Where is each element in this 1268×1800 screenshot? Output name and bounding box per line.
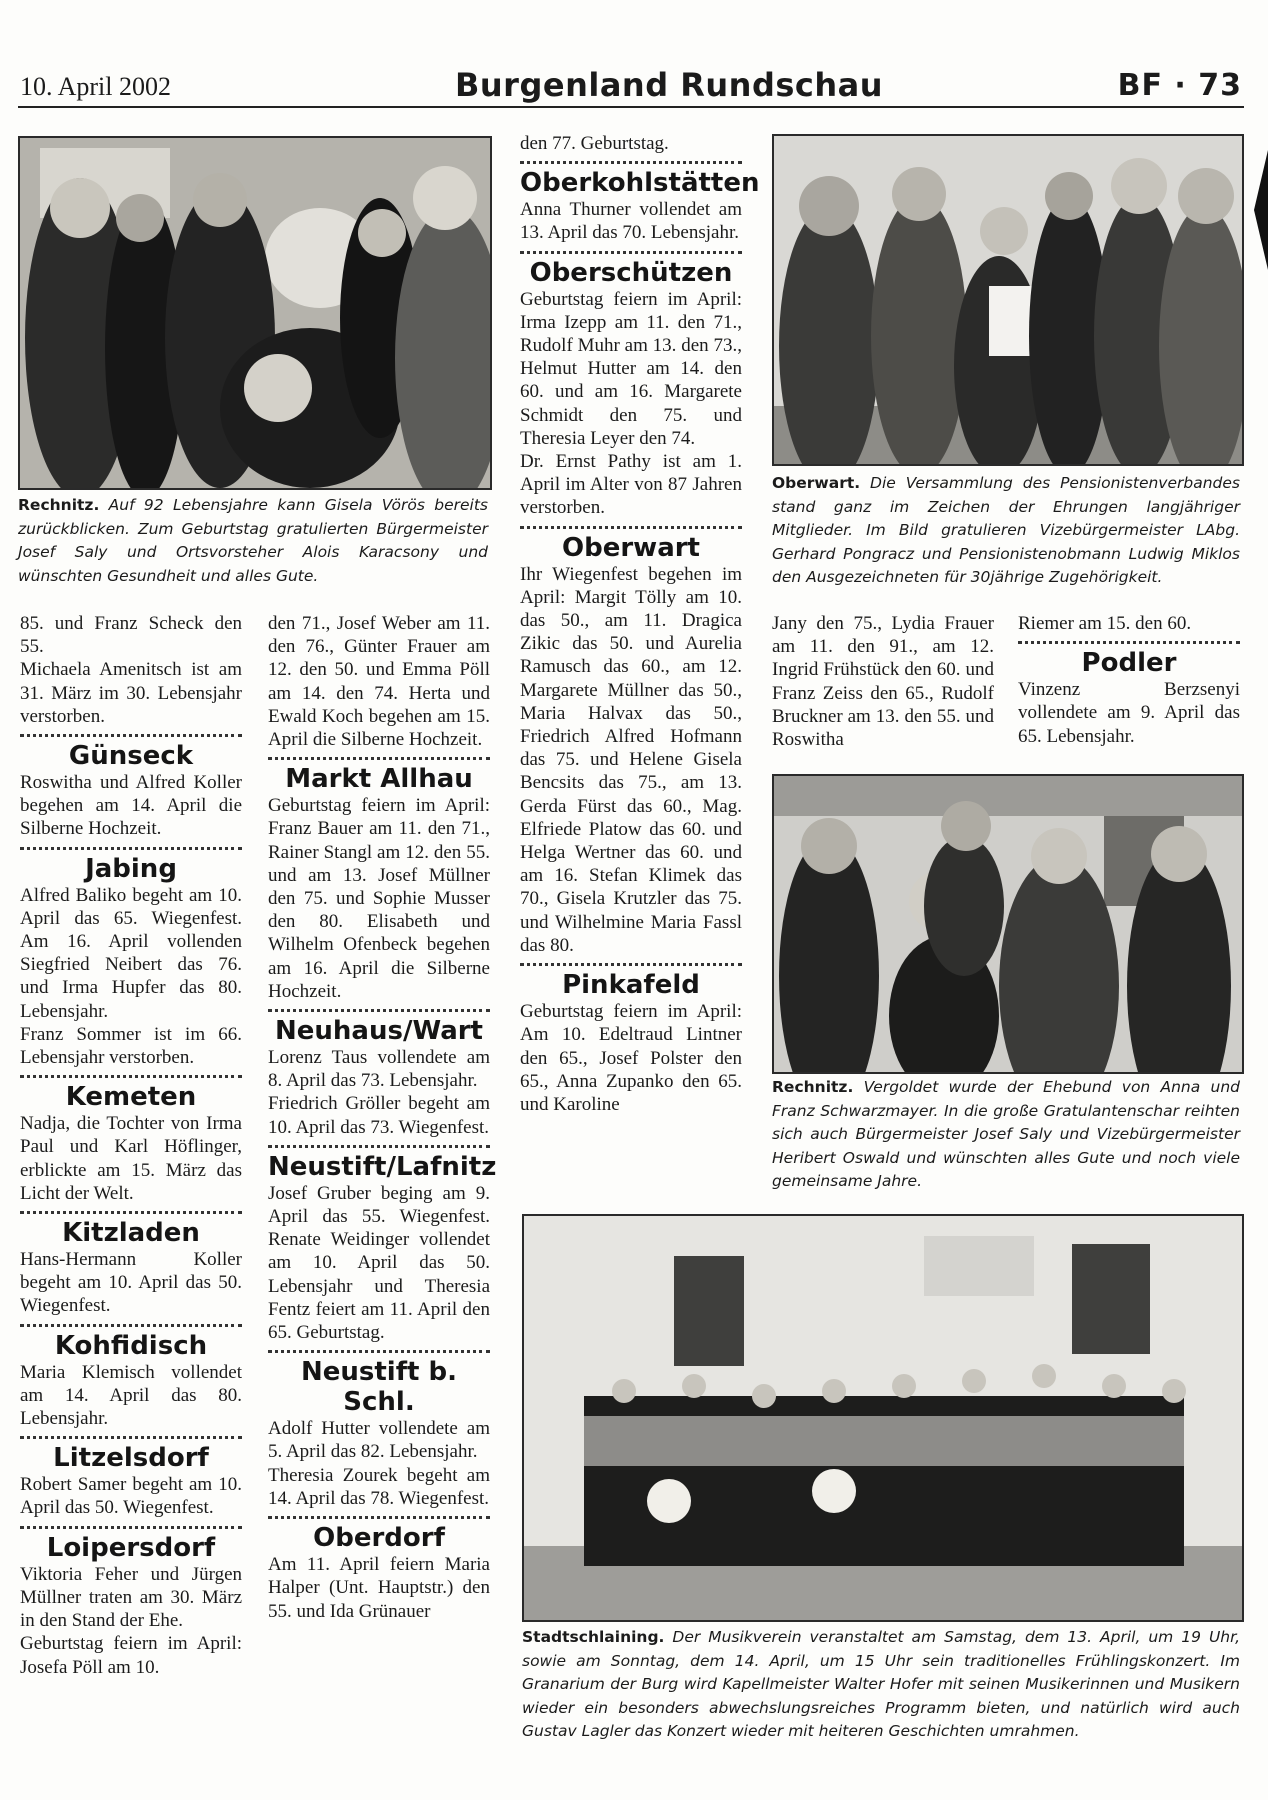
article-text: Am 11. April feiern Maria Halper (Unt. Hauptstr.) den 55. und Ida Grünauer (268, 1554, 490, 1622)
article-text: Jany den 75., Lydia Frauer am 11. den 91., am 12. Ingrid Frühstück den 60. und Franz Zeiss den 65., Rudolf Bruckner am 13. den 55. und Roswitha (772, 613, 994, 751)
dotted-separator (520, 161, 742, 164)
photo-oberwart (772, 134, 1244, 466)
dotted-separator (268, 1516, 490, 1519)
article-text: Geburtstag feiern im April: Irma Izepp am 11. den 71., Rudolf Muhr am 13. den 73., Helmut Hutter am 14. den 60. und am 16. Margarete Schmidt den 75. und Theresia Leyer den 74. (520, 288, 742, 449)
dotted-separator (520, 963, 742, 966)
caption-text: Die Versammlung des Pensionistenverbandes stand ganz im Zeichen der Ehrungen langjähriger Mitglieder. Im Bild gratulieren Vizebürgermeister LAbg. Gerhard Pongracz und Pensionistenobmann Ludwig Miklos den Ausgezeichneten für 30jährige Zugehörigkeit. (772, 474, 1240, 586)
caption-place: Rechnitz. (18, 496, 100, 514)
article-text: Friedrich Gröller begeht am 10. April das 73. Wiegenfest. (268, 1093, 490, 1138)
dotted-separator (268, 1350, 490, 1353)
heading-neustift-lafnitz: Neustift/Lafnitz (268, 1151, 497, 1182)
heading-markt-allhau: Markt Allhau (285, 764, 473, 795)
column-2 (268, 612, 497, 1623)
dotted-separator (268, 1145, 490, 1148)
article-text: Geburtstag feiern im April: Franz Bauer am 11. den 71., Rainer Stangl am 12. den 55. und am 13. Josef Müllner den 75. und Sophie Musser den 80. Elisabeth und Wilhelm Ofenbeck begehen am 16. April die Silberne Hochzeit. (268, 795, 490, 1002)
article-text: Maria Klemisch vollendet am 14. April das 80. Lebensjahr. (20, 1361, 242, 1430)
caption-text: Auf 92 Lebensjahre kann Gisela Vörös bereits zurückblicken. Zum Geburtstag gratulierten Bürgermeister Josef Saly und Ortsvorsteher Alois Karacsony und wünschten Gesundheit und alles Gute. (18, 496, 488, 585)
article-text: den 71., Josef Weber am 11. den 76., Günter Frauer am 12. den 50. und Emma Pöll am 14. den 74. Herta und Ewald Koch begehen am 15. April die Silberne Hochzeit. (268, 613, 490, 751)
dotted-separator (20, 1211, 242, 1214)
article-text: den 77. Geburtstag. (520, 133, 669, 154)
dotted-separator (20, 1526, 242, 1529)
heading-podler: Podler (1081, 648, 1177, 679)
article-text: Michaela Amenitsch ist am 31. März im 30. Lebensjahr verstorben. (20, 659, 242, 727)
caption-place: Stadtschlaining. (522, 1628, 665, 1646)
heading-kitzladen: Kitzladen (62, 1218, 200, 1249)
dotted-separator (1018, 641, 1240, 644)
heading-litzelsdorf: Litzelsdorf (53, 1443, 209, 1474)
article-text: Hans-Hermann Koller begeht am 10. April das 50. Wiegenfest. (20, 1249, 242, 1317)
caption-stadtschlaining (522, 1626, 1240, 1744)
article-text: Ihr Wiegenfest begehen im April: Margit Tölly am 10. das 50., am 11. Dragica Zikic das 50. und Aurelia Ramusch das 60., am 12. Margarete Müllner das 50., Maria Halvax das 50., Friedrich Alfred Hofmann das 75. und Helene Gisela Bencsits das 75., am 13. Gerda Fürst das 60., Mag. Elfriede Platow das 60. und Helga Wertner das 60. und am 16. Stefan Klimek das 70., Gisela Krutzler das 75. und Wilhelmine Maria Fassl das 80. (520, 563, 742, 956)
scan-edge-mark (1254, 150, 1268, 270)
heading-pinkafeld: Pinkafeld (562, 970, 700, 1001)
article-text: Theresia Zourek begeht am 14. April das 78. Wiegenfest. (268, 1464, 490, 1509)
article-text: Nadja, die Tochter von Irma Paul und Karl Höflinger, erblickte am 15. März das Licht der Welt. (20, 1113, 242, 1204)
heading-oberkohlstaetten: Oberkohlstätten (520, 168, 760, 199)
caption-oberwart (772, 472, 1240, 590)
caption-place: Oberwart. (772, 474, 861, 492)
caption-rechnitz-golden-wedding (772, 1076, 1240, 1194)
photo-stadtschlaining-band (522, 1214, 1244, 1622)
heading-oberdorf: Oberdorf (313, 1523, 445, 1554)
heading-loipersdorf: Loipersdorf (46, 1532, 216, 1563)
article-text: Josef Gruber beging am 9. April das 55. Wiegenfest. Renate Weidinger vollendet am 10. April das 50. Lebensjahr und Theresia Fentz feiert am 11. April den 65. Geburtstag. (268, 1182, 490, 1344)
column-4 (772, 612, 994, 751)
heading-guenseck: Günseck (68, 741, 194, 772)
heading-oberschuetzen: Oberschützen (529, 257, 733, 288)
heading-neuhaus-wart: Neuhaus/Wart (275, 1016, 483, 1047)
heading-kohfidisch: Kohfidisch (54, 1330, 208, 1361)
page-header (0, 0, 1268, 112)
issue-date: 10. April 2002 (20, 72, 171, 101)
header-rule (18, 106, 1244, 108)
dotted-separator (268, 1009, 490, 1012)
article-text: Alfred Baliko begeht am 10. April das 65. Wiegenfest. Am 16. April vollenden Siegfried Neibert das 76. und Irma Hupfer das 80. Lebensjahr. (20, 884, 242, 1022)
dotted-separator (268, 757, 490, 760)
heading-jabing: Jabing (85, 853, 177, 884)
caption-text: Vergoldet wurde der Ehebund von Anna und Franz Schwarzmayer. In die große Gratulantenschar reihten sich auch Bürgermeister Josef Saly und Vizebürgermeister Heribert Oswald und wünschten alles Gute und noch viele gemeinsame Jahre. (772, 1078, 1240, 1190)
article-text: Robert Samer begeht am 10. April das 50. Wiegenfest. (20, 1474, 242, 1519)
newspaper-title: Burgenland Rundschau (455, 66, 884, 104)
photo-rechnitz-birthday (18, 136, 492, 490)
article-text: Roswitha und Alfred Koller begehen am 14. April die Silberne Hochzeit. (20, 772, 242, 840)
article-text: Lorenz Taus vollendete am 8. April das 73. Lebensjahr. (268, 1047, 490, 1092)
dotted-separator (20, 734, 242, 737)
dotted-separator (520, 251, 742, 254)
article-text: Viktoria Feher und Jürgen Müllner traten am 30. März in den Stand der Ehe. (20, 1563, 242, 1632)
article-text: Vinzenz Berzsenyi vollendete am 9. April das 65. Lebensjahr. (1018, 679, 1240, 747)
caption-text: Der Musikverein veranstaltet am Samstag, dem 13. April, um 19 Uhr, sowie am Sonntag, dem 14. April, um 15 Uhr sein traditionelles Frühlingskonzert. Im Granarium der Burg wird Kapellmeister Walter Hofer mit seinen Musikerinnen und Musikern wieder ein besonders abwechslungsreiches Programm bieten, und natürlich wird auch Gustav Lagler das Konzert wieder mit heiteren Geschichten umrahmen. (522, 1628, 1240, 1740)
article-text: Anna Thurner vollendet am 13. April das 70. Lebensjahr. (520, 199, 742, 244)
heading-kemeten: Kemeten (65, 1082, 197, 1113)
caption-place: Rechnitz. (772, 1078, 854, 1096)
article-text: Geburtstag feiern im April: Am 10. Edeltraud Lintner den 65., Josef Polster den 65., Anna Zupanko den 65. und Karoline (520, 1001, 742, 1115)
dotted-separator (20, 1075, 242, 1078)
article-text: Franz Sommer ist im 66. Lebensjahr verstorben. (20, 1023, 242, 1069)
dotted-separator (520, 526, 742, 529)
caption-rechnitz-birthday (18, 494, 488, 588)
page-number: BF · 73 (1117, 68, 1242, 103)
heading-oberwart: Oberwart (562, 532, 700, 563)
column-1 (20, 612, 242, 1679)
dotted-separator (20, 847, 242, 850)
column-5 (1018, 612, 1240, 748)
heading-neustift-schl: Neustift b. Schl. (301, 1357, 457, 1418)
article-text: Riemer am 15. den 60. (1018, 613, 1192, 634)
article-text: Adolf Hutter vollendete am 5. April das 82. Lebensjahr. (268, 1418, 490, 1463)
article-text: 85. und Franz Scheck den 55. (20, 613, 242, 658)
dotted-separator (20, 1324, 242, 1327)
article-text: Dr. Ernst Pathy ist am 1. April im Alter von 87 Jahren verstorben. (520, 451, 742, 519)
dotted-separator (20, 1436, 242, 1439)
photo-rechnitz-golden-wedding (772, 774, 1244, 1074)
column-3 (520, 132, 760, 1116)
article-text: Geburtstag feiern im April: Josefa Pöll am 10. (20, 1633, 242, 1678)
